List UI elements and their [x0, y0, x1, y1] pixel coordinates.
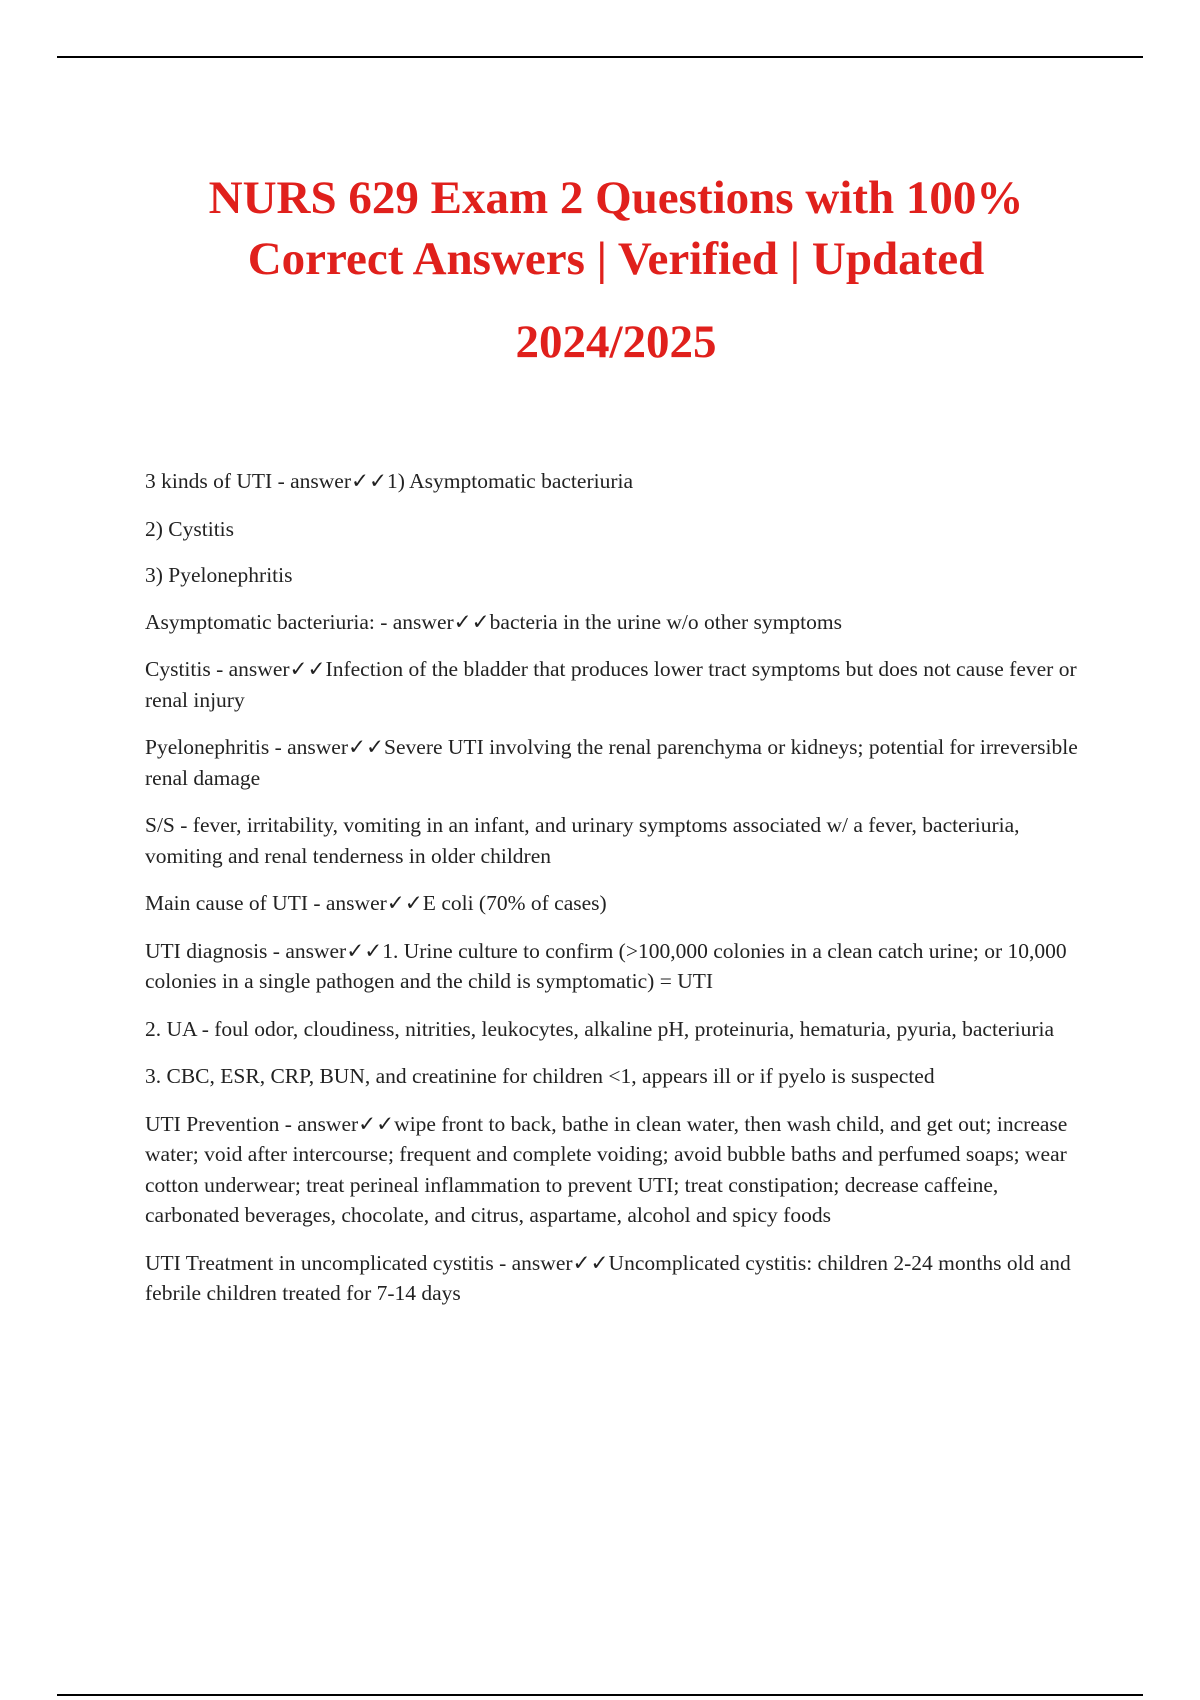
title-line-1: NURS 629 Exam 2 Questions with 100% [208, 172, 1024, 224]
title-line-2: Correct Answers | Verified | Updated [247, 233, 985, 285]
paragraph-asymptomatic-bacteriuria: Asymptomatic bacteriuria: - answer✓✓bacteria in the urine w/o other symptoms [145, 609, 842, 634]
document-body [145, 466, 1090, 1326]
paragraph-uti-kinds: 3 kinds of UTI - answer✓✓1) Asymptomatic bacteriuria [145, 469, 634, 493]
title-line-3: 2024/2025 [515, 316, 717, 368]
paragraph-lab-tests: 3. CBC, ESR, CRP, BUN, and creatinine for children <1, appears ill or if pyelo is suspected [145, 1064, 935, 1088]
paragraph-urinalysis: 2. UA - foul odor, cloudiness, nitrities, leukocytes, alkaline pH, proteinuria, hematuria, pyuria, bacteriuria [145, 1016, 1055, 1041]
paragraph-treatment: UTI Treatment in uncomplicated cystitis - answer✓✓Uncomplicated cystitis: children 2-24 months old and febrile children treated for 7-14 days [145, 1250, 1071, 1305]
paragraph-pyelonephritis-item: 3) Pyelonephritis [145, 563, 293, 587]
paragraph-prevention: UTI Prevention - answer✓✓wipe front to back, bathe in clean water, then wash child, and get out; increase water; void after intercourse; frequent and complete voiding; avoid bubble baths and perfumed soaps; wear cotton underwear; treat perineal inflammation to prevent UTI; treat constipation; decrease caffeine, carbonated beverages, chocolate, and citrus, aspartame, alcohol and spicy foods [145, 1111, 1068, 1227]
paragraph-diagnosis: UTI diagnosis - answer✓✓1. Urine culture to confirm (>100,000 colonies in a clean catch urine; or 10,000 colonies in a single pathogen and the child is symptomatic) = UTI [145, 938, 1067, 993]
paragraph-signs-symptoms: S/S - fever, irritability, vomiting in an infant, and urinary symptoms associated w/ a fever, bacteriuria, vomiting and renal tenderness in older children [145, 813, 1020, 868]
bottom-divider [57, 1694, 1143, 1696]
document-title [100, 168, 1132, 373]
paragraph-cystitis-item: 2) Cystitis [145, 516, 235, 541]
top-divider [57, 56, 1143, 58]
paragraph-cystitis: Cystitis - answer✓✓Infection of the bladder that produces lower tract symptoms but does not cause fever or renal injury [145, 657, 1077, 712]
paragraph-main-cause: Main cause of UTI - answer✓✓E coli (70% of cases) [145, 891, 607, 915]
paragraph-pyelonephritis: Pyelonephritis - answer✓✓Severe UTI involving the renal parenchyma or kidneys; potential for irreversible renal damage [145, 735, 1078, 790]
